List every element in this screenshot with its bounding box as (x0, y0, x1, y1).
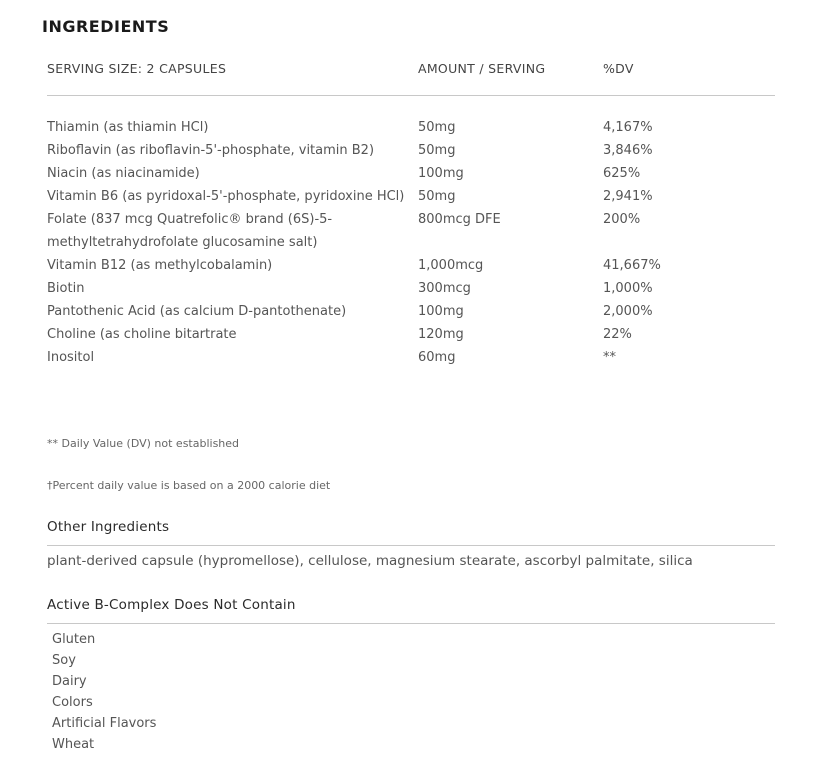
nutrient-dv: 4,167% (603, 120, 653, 135)
nutrient-dv: 1,000% (603, 281, 653, 296)
header-serving-size: SERVING SIZE: 2 CAPSULES (47, 61, 227, 76)
table-row (47, 116, 775, 139)
header-amount: AMOUNT / SERVING (418, 61, 546, 76)
does-not-contain-list (52, 629, 156, 755)
nutrient-amount: 60mg (418, 350, 456, 365)
nutrient-name: Choline (as choline bitartrate (47, 327, 237, 342)
table-row (47, 208, 775, 254)
list-item: Artificial Flavors (52, 716, 157, 731)
table-row (47, 162, 775, 185)
table-header (47, 61, 775, 77)
nutrient-dv: 625% (603, 166, 641, 181)
nutrient-name: Thiamin (as thiamin HCl) (47, 120, 209, 135)
list-item: Gluten (52, 632, 96, 647)
nutrient-amount: 100mg (418, 304, 464, 319)
list-item: Wheat (52, 737, 95, 752)
nutrient-name: Riboflavin (as riboflavin-5'-phosphate, vitamin B2) (47, 143, 375, 158)
table-row (47, 254, 775, 277)
table-row (47, 277, 775, 300)
nutrient-amount: 100mg (418, 166, 464, 181)
nutrient-amount: 50mg (418, 143, 456, 158)
nutrient-amount: 50mg (418, 189, 456, 204)
nutrient-dv: 41,667% (603, 258, 661, 273)
list-item: Soy (52, 653, 76, 668)
nutrient-amount: 800mcg DFE (418, 212, 501, 227)
nutrient-name: Pantothenic Acid (as calcium D-pantothenate) (47, 304, 347, 319)
other-ingredients-text: plant-derived capsule (hypromellose), cellulose, magnesium stearate, ascorbyl palmitate, silica (47, 553, 693, 569)
nutrient-amount: 120mg (418, 327, 464, 342)
table-row (47, 346, 775, 369)
other-ingredients-heading: Other Ingredients (47, 519, 170, 535)
nutrient-name: Vitamin B12 (as methylcobalamin) (47, 258, 273, 273)
nutrient-name: Vitamin B6 (as pyridoxal-5'-phosphate, pyridoxine HCl) (47, 189, 405, 204)
header-dv: %DV (603, 61, 634, 76)
nutrient-amount: 1,000mcg (418, 258, 484, 273)
table-row (47, 300, 775, 323)
nutrient-name: Folate (837 mcg Quatrefolic® brand (6S)-5-methyltetrahydrofolate glucosamine salt) (47, 212, 333, 250)
percent-daily-value-note: †Percent daily value is based on a 2000 calorie diet (47, 479, 331, 492)
does-not-contain-divider (47, 623, 775, 624)
list-item: Dairy (52, 674, 87, 689)
nutrient-dv: 2,000% (603, 304, 653, 319)
nutrient-dv: 22% (603, 327, 632, 342)
nutrient-amount: 50mg (418, 120, 456, 135)
table-row (47, 323, 775, 346)
nutrient-dv: 3,846% (603, 143, 653, 158)
nutrient-name: Inositol (47, 350, 95, 365)
list-item: Colors (52, 695, 93, 710)
header-divider (47, 95, 775, 96)
nutrient-dv: 200% (603, 212, 641, 227)
table-row (47, 185, 775, 208)
page-title: INGREDIENTS (42, 17, 170, 36)
nutrient-table (47, 116, 775, 369)
table-row (47, 139, 775, 162)
nutrient-amount: 300mcg (418, 281, 471, 296)
dv-not-established-note: ** Daily Value (DV) not established (47, 437, 240, 450)
does-not-contain-heading: Active B-Complex Does Not Contain (47, 597, 296, 613)
nutrient-dv: ** (603, 350, 616, 365)
nutrient-name: Niacin (as niacinamide) (47, 166, 200, 181)
nutrient-name: Biotin (47, 281, 85, 296)
nutrient-dv: 2,941% (603, 189, 653, 204)
other-ingredients-divider (47, 545, 775, 546)
